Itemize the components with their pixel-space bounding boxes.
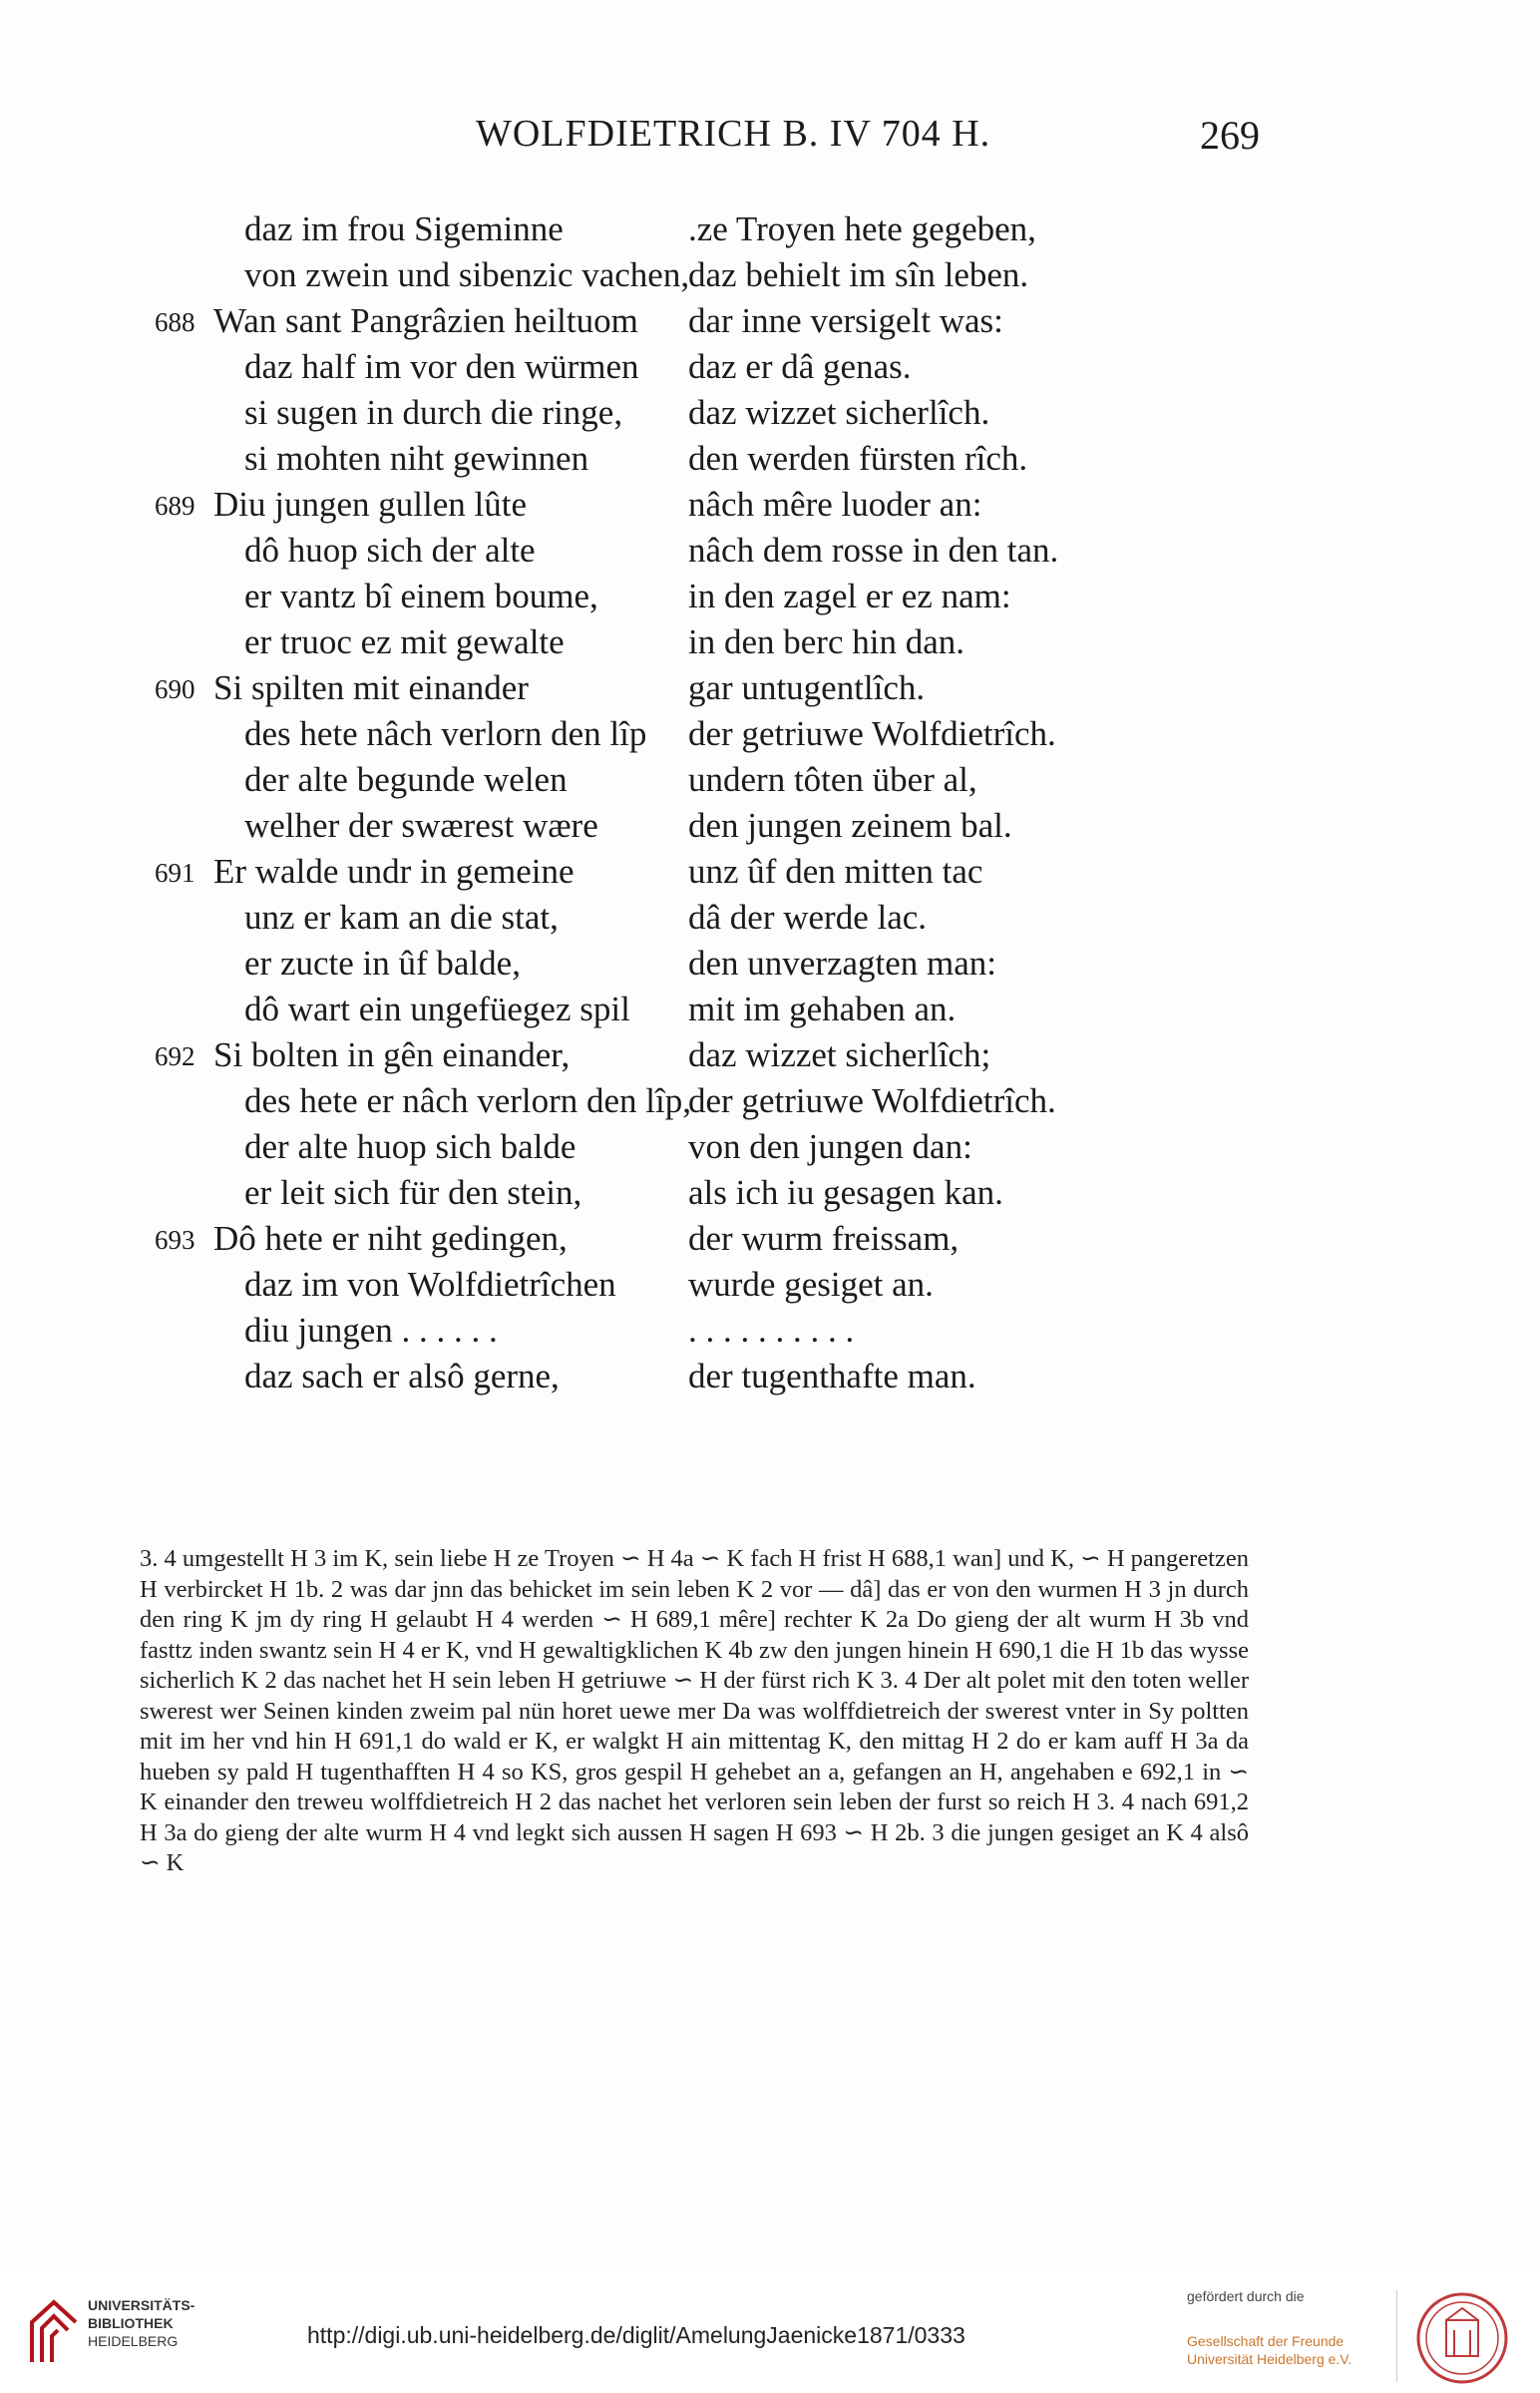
verse-second-half: der getriuwe Wolfdietrîch.: [688, 1081, 1056, 1120]
verse-line: [0, 898, 1540, 944]
verse-first-half: si mohten niht gewinnen: [244, 439, 589, 478]
page-header: [0, 112, 1540, 172]
stanza-number: 688: [155, 307, 195, 337]
verse-second-half: dâ der werde lac.: [688, 898, 928, 937]
verse-line: [0, 301, 1540, 347]
society-name: [1187, 2332, 1351, 2368]
verse-line: [0, 1265, 1540, 1311]
stanza-number: 692: [155, 1041, 195, 1071]
verse-second-half: den werden fürsten rîch.: [688, 439, 1028, 478]
stanza-number: 690: [155, 674, 195, 704]
viewer-footer: [0, 2266, 1540, 2393]
verse-line: [0, 668, 1540, 714]
verse-second-half: daz er dâ genas.: [688, 347, 912, 386]
verse-first-half: daz im frou Sigeminne: [244, 209, 564, 248]
page-number: 269: [1200, 113, 1260, 158]
library-name-line: UNIVERSITÄTS-: [88, 2297, 195, 2313]
verse-second-half: in den zagel er ez nam:: [688, 577, 1011, 615]
verse-first-half: er truoc ez mit gewalte: [244, 622, 565, 661]
society-name-line: Gesellschaft der Freunde: [1187, 2333, 1345, 2349]
verse-line: [0, 1173, 1540, 1219]
verse-second-half: nâch dem rosse in den tan.: [688, 531, 1059, 570]
stanza-number: 689: [155, 491, 195, 521]
verse-line: [0, 1081, 1540, 1127]
library-name-line: HEIDELBERG: [88, 2333, 179, 2349]
verse-second-half: mit im gehaben an.: [688, 990, 957, 1028]
verse-second-half: den jungen zeinem bal.: [688, 806, 1012, 845]
society-name-line: Universität Heidelberg e.V.: [1187, 2351, 1352, 2367]
verse-second-half: den unverzagten man:: [688, 944, 997, 983]
verse-first-half: Si bolten in gên einander,: [213, 1035, 571, 1074]
permalink[interactable]: http://digi.ub.uni-heidelberg.de/diglit/AmelungJaenicke1871/0333: [307, 2322, 965, 2348]
library-logo-icon: [24, 2292, 84, 2368]
verse-line: [0, 1357, 1540, 1402]
verse-second-half: in den berc hin dan.: [688, 622, 964, 661]
verse-second-half: . . . . . . . . . .: [688, 1311, 855, 1350]
verse-second-half: .ze Troyen hete gegeben,: [688, 209, 1036, 248]
library-name-line: BIBLIOTHEK: [88, 2315, 174, 2331]
verse-first-half: des hete nâch verlorn den lîp: [244, 714, 647, 753]
funded-by-label: gefördert durch die: [1187, 2288, 1305, 2304]
verse-line: [0, 714, 1540, 760]
verse-second-half: daz wizzet sicherlîch.: [688, 393, 990, 432]
verse-first-half: Si spilten mit einander: [213, 668, 529, 707]
verse-line: [0, 347, 1540, 393]
verse-first-half: Dô hete er niht gedingen,: [213, 1219, 568, 1258]
verse-line: [0, 990, 1540, 1035]
verse-second-half: der wurm freissam,: [688, 1219, 960, 1258]
verse-second-half: der getriuwe Wolfdietrîch.: [688, 714, 1056, 753]
verse-second-half: undern tôten über al,: [688, 760, 977, 799]
verse-first-half: dô huop sich der alte: [244, 531, 536, 570]
verse-second-half: dar inne versigelt was:: [688, 301, 1003, 340]
apparatus-text: 3. 4 umgestellt H 3 im K, sein liebe H ze Troyen ∽ H 4a ∽ K fach H frist H 688,1 wan] und K, ∽ H pangeretzen H verbircket H 1b. 2 was dar jnn das behicket im sein leben K 2 vor — dâ] das er von den wurmen H 3 jn durch den ring K jm dy ring H gelaubt H 4 werden ∽ H 689,1 mêre] rechter K 2a Do gieng der alt wurm H 3b vnd fasttz inden swantz sein H 4 er K, vnd H gewaltigklichen K 4b zw den jungen hinein H 690,1 die H 1b das wysse sicherlich K 2 das nachet het H sein leben H getriuwe ∽ H der fürst rich K 3. 4 Der alt polet mit den toten weller swerest wer Seinen kinden zweim pal nün horet uewe mer Da was wolffdietreich der swerest vnter in Sy poltten mit im her vnd hin H 691,1 do wald er K, er walgkt H ain mittentag K, den mittag H 2 do er kam auff H 3a da hueben sy pald H tugenthafften H 4 so KS, gros gespil H gehebet an a, gefangen an H, angehaben e 692,1 in ∽ K einander den treweu wolffdietreich H 2 das nachet het verloren sein leben der furst so reich H 3. 4 nach 691,2 H 3a do gieng der alte wurm H 4 vnd legkt sich aussen H sagen H 693 ∽ H 2b. 3 die jungen gesiget an K 4 alsô ∽ K: [140, 1545, 1249, 1876]
verse-first-half: daz sach er alsô gerne,: [244, 1357, 560, 1396]
verse-second-half: gar untugentlîch.: [688, 668, 926, 707]
verse-first-half: Wan sant Pangrâzien heiltuom: [213, 301, 638, 340]
verse-line: [0, 760, 1540, 806]
funding-note: [1187, 2288, 1351, 2368]
verse-first-half: unz er kam an die stat,: [244, 898, 559, 937]
verse-line: [0, 852, 1540, 898]
verse-first-half: er vantz bî einem boume,: [244, 577, 598, 615]
verse-line: [0, 209, 1540, 255]
verse-second-half: wurde gesiget an.: [688, 1265, 934, 1304]
verse-line: [0, 1035, 1540, 1081]
verse-line: [0, 1311, 1540, 1357]
verse-first-half: des hete er nâch verlorn den lîp,: [244, 1081, 692, 1120]
verse-second-half: der tugenthafte man.: [688, 1357, 976, 1396]
verse-first-half: von zwein und sibenzic vachen,: [244, 255, 690, 294]
verse-line: [0, 393, 1540, 439]
verse-first-half: daz half im vor den würmen: [244, 347, 639, 386]
verse-first-half: welher der swærest wære: [244, 806, 598, 845]
stanza-number: 691: [155, 858, 195, 888]
verse-second-half: daz wizzet sicherlîch;: [688, 1035, 991, 1074]
verse-second-half: daz behielt im sîn leben.: [688, 255, 1029, 294]
verse-line: [0, 944, 1540, 990]
verse-line: [0, 1127, 1540, 1173]
verse-first-half: er zucte in ûf balde,: [244, 944, 521, 983]
footer-divider: [1396, 2290, 1397, 2382]
verse-text: [0, 209, 1540, 1402]
library-name: [88, 2296, 194, 2350]
verse-second-half: unz ûf den mitten tac: [688, 852, 983, 891]
verse-first-half: dô wart ein ungefüegez spil: [244, 990, 630, 1028]
verse-first-half: si sugen in durch die ringe,: [244, 393, 623, 432]
verse-first-half: der alte begunde welen: [244, 760, 568, 799]
verse-first-half: diu jungen . . . . . .: [244, 1311, 498, 1350]
verse-line: [0, 622, 1540, 668]
verse-second-half: als ich iu gesagen kan.: [688, 1173, 1003, 1212]
verse-first-half: daz im von Wolfdietrîchen: [244, 1265, 616, 1304]
verse-line: [0, 577, 1540, 622]
verse-line: [0, 485, 1540, 531]
stanza-number: 693: [155, 1225, 195, 1255]
verse-first-half: der alte huop sich balde: [244, 1127, 577, 1166]
verse-first-half: Diu jungen gullen lûte: [213, 485, 527, 524]
verse-first-half: er leit sich für den stein,: [244, 1173, 582, 1212]
university-seal-icon: [1408, 2290, 1516, 2386]
critical-apparatus: [140, 1544, 1249, 1879]
verse-line: [0, 439, 1540, 485]
verse-line: [0, 806, 1540, 852]
running-title: WOLFDIETRICH B. IV 704 H.: [476, 113, 991, 155]
verse-line: [0, 531, 1540, 577]
verse-line: [0, 1219, 1540, 1265]
verse-line: [0, 255, 1540, 301]
verse-second-half: nâch mêre luoder an:: [688, 485, 982, 524]
verse-second-half: von den jungen dan:: [688, 1127, 972, 1166]
verse-first-half: Er walde undr in gemeine: [213, 852, 575, 891]
